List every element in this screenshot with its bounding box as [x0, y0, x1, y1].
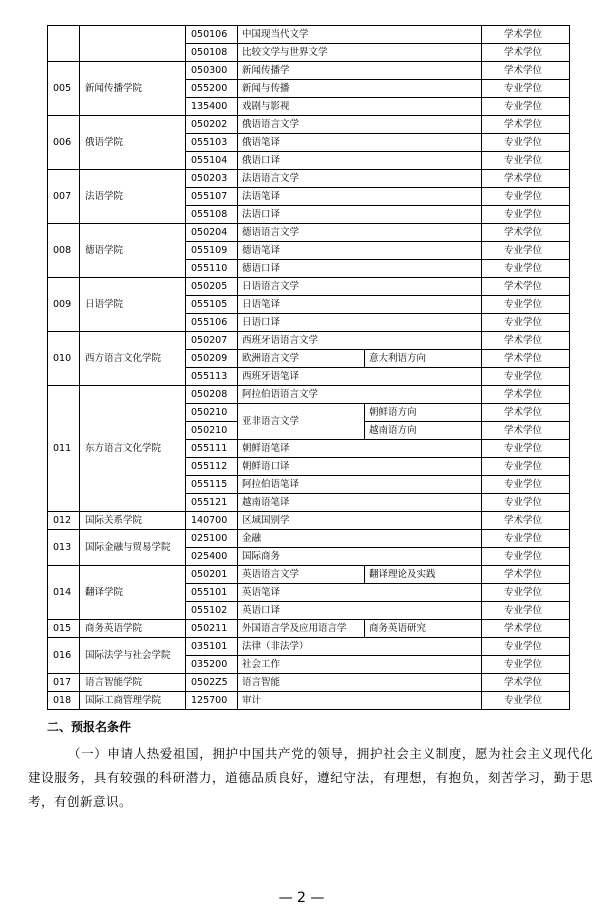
table-cell: 朝鲜语口译 — [238, 458, 482, 476]
table-cell: 009 — [48, 278, 80, 332]
page-number: — 2 — — [278, 890, 325, 906]
table-cell: 050108 — [186, 44, 238, 62]
table-cell: 中国现当代文学 — [238, 26, 482, 44]
table-cell: 055102 — [186, 602, 238, 620]
table-cell: 005 — [48, 62, 80, 116]
table-cell: 专业学位 — [482, 80, 570, 98]
section-paragraph: （一）申请人热爱祖国，拥护中国共产党的领导，拥护社会主义制度，愿为社会主义现代化建设服务，具有较强的科研潜力，道德品质良好，遵纪守法，有理想，有抱负，刻苦学习，勤于思考，有创新意识。 — [28, 746, 593, 809]
table-cell: 专业学位 — [482, 692, 570, 710]
table-cell: 050106 — [186, 26, 238, 44]
table-row — [48, 278, 570, 296]
table-cell: 050205 — [186, 278, 238, 296]
table-cell: 新闻与传播 — [238, 80, 482, 98]
table-cell: 055200 — [186, 80, 238, 98]
table-cell: 越南语笔译 — [238, 494, 482, 512]
table-cell: 055106 — [186, 314, 238, 332]
table-cell: 德语口译 — [238, 260, 482, 278]
table-cell: 法律（非法学） — [238, 638, 482, 656]
table-cell: 德语笔译 — [238, 242, 482, 260]
table-cell: 专业学位 — [482, 242, 570, 260]
table-cell: 俄语语言文学 — [238, 116, 482, 134]
table-cell: 英语笔译 — [238, 584, 482, 602]
table-cell: 外国语言学及应用语言学 — [238, 620, 365, 638]
table-cell: 意大利语方向 — [365, 350, 482, 368]
table-cell: 专业学位 — [482, 98, 570, 116]
table-cell: 050207 — [186, 332, 238, 350]
table-row — [48, 692, 570, 710]
table-cell: 125700 — [186, 692, 238, 710]
table-cell: 专业学位 — [482, 296, 570, 314]
table-cell: 法语学院 — [80, 170, 186, 224]
table-cell: 语言智能学院 — [80, 674, 186, 692]
table-row — [48, 62, 570, 80]
table-cell: 055103 — [186, 134, 238, 152]
table-row — [48, 512, 570, 530]
table-cell: 006 — [48, 116, 80, 170]
table-cell: 国际商务 — [238, 548, 482, 566]
table-cell: 050201 — [186, 566, 238, 584]
table-cell: 朝鲜语笔译 — [238, 440, 482, 458]
table-cell: 专业学位 — [482, 458, 570, 476]
table-cell: 008 — [48, 224, 80, 278]
table-cell: 专业学位 — [482, 638, 570, 656]
table-cell: 越南语方向 — [365, 422, 482, 440]
table-cell: 学术学位 — [482, 44, 570, 62]
table-cell: 011 — [48, 386, 80, 512]
table-cell: 055111 — [186, 440, 238, 458]
table-row — [48, 224, 570, 242]
table-cell: 学术学位 — [482, 170, 570, 188]
table-cell: 012 — [48, 512, 80, 530]
table-row — [48, 530, 570, 548]
table-cell: 专业学位 — [482, 188, 570, 206]
table-row — [48, 620, 570, 638]
table-cell: 013 — [48, 530, 80, 566]
table-cell: 学术学位 — [482, 116, 570, 134]
table-cell: 俄语笔译 — [238, 134, 482, 152]
table-cell: 035200 — [186, 656, 238, 674]
table-cell: 014 — [48, 566, 80, 620]
table-cell: 学术学位 — [482, 620, 570, 638]
table-cell: 015 — [48, 620, 80, 638]
table-row — [48, 332, 570, 350]
table-cell: 050202 — [186, 116, 238, 134]
table-cell: 055121 — [186, 494, 238, 512]
table-cell: 商务英语学院 — [80, 620, 186, 638]
table-row — [48, 386, 570, 404]
table-cell: 国际金融与贸易学院 — [80, 530, 186, 566]
table-cell: 国际关系学院 — [80, 512, 186, 530]
table-cell: 学术学位 — [482, 224, 570, 242]
table-cell: 学术学位 — [482, 332, 570, 350]
table-row — [48, 26, 570, 44]
table-row — [48, 566, 570, 584]
table-cell: 055101 — [186, 584, 238, 602]
table-cell: 学术学位 — [482, 26, 570, 44]
table-cell: 学术学位 — [482, 674, 570, 692]
table-cell: 学术学位 — [482, 422, 570, 440]
table-cell: 055105 — [186, 296, 238, 314]
table-cell: 翻译学院 — [80, 566, 186, 620]
table-cell: 016 — [48, 638, 80, 674]
table-cell: 025400 — [186, 548, 238, 566]
table-cell: 欧洲语言文学 — [238, 350, 365, 368]
table-cell: 翻译理论及实践 — [365, 566, 482, 584]
table-cell: 新闻传播学 — [238, 62, 482, 80]
table-cell: 055112 — [186, 458, 238, 476]
table-cell: 比较文学与世界文学 — [238, 44, 482, 62]
table-cell: 德语学院 — [80, 224, 186, 278]
table-cell: 东方语言文化学院 — [80, 386, 186, 512]
table-cell: 德语语言文学 — [238, 224, 482, 242]
table-cell — [80, 26, 186, 62]
table-cell: 区域国别学 — [238, 512, 482, 530]
table-cell — [48, 26, 80, 62]
table-cell: 专业学位 — [482, 206, 570, 224]
table-cell: 050208 — [186, 386, 238, 404]
table-cell: 专业学位 — [482, 530, 570, 548]
table-cell: 日语语言文学 — [238, 278, 482, 296]
table-cell: 专业学位 — [482, 476, 570, 494]
table-cell: 英语语言文学 — [238, 566, 365, 584]
table-row — [48, 638, 570, 656]
table-cell: 学术学位 — [482, 566, 570, 584]
table-cell: 学术学位 — [482, 278, 570, 296]
table-cell: 法语口译 — [238, 206, 482, 224]
table-cell: 0502Z5 — [186, 674, 238, 692]
table-cell: 学术学位 — [482, 386, 570, 404]
table-cell: 学术学位 — [482, 350, 570, 368]
table-cell: 050209 — [186, 350, 238, 368]
table-cell: 朝鲜语方向 — [365, 404, 482, 422]
table-cell: 西班牙语笔译 — [238, 368, 482, 386]
table-cell: 西班牙语语言文学 — [238, 332, 482, 350]
table-cell: 050211 — [186, 620, 238, 638]
table-cell: 日语笔译 — [238, 296, 482, 314]
table-cell: 国际工商管理学院 — [80, 692, 186, 710]
table-cell: 018 — [48, 692, 80, 710]
table-cell: 国际法学与社会学院 — [80, 638, 186, 674]
table-cell: 戏剧与影视 — [238, 98, 482, 116]
table-cell: 西方语言文化学院 — [80, 332, 186, 386]
table-cell: 017 — [48, 674, 80, 692]
table-cell: 055109 — [186, 242, 238, 260]
table-cell: 专业学位 — [482, 656, 570, 674]
table-cell: 055115 — [186, 476, 238, 494]
table-cell: 俄语学院 — [80, 116, 186, 170]
table-cell: 学术学位 — [482, 62, 570, 80]
table-cell: 050203 — [186, 170, 238, 188]
section-heading: 二、预报名条件 — [47, 720, 132, 734]
table-cell: 010 — [48, 332, 80, 386]
table-cell: 专业学位 — [482, 548, 570, 566]
table-cell: 050204 — [186, 224, 238, 242]
table-row — [48, 674, 570, 692]
table-cell: 专业学位 — [482, 602, 570, 620]
table-cell: 学术学位 — [482, 404, 570, 422]
table-cell: 135400 — [186, 98, 238, 116]
table-cell: 050210 — [186, 422, 238, 440]
table-cell: 055107 — [186, 188, 238, 206]
table-cell: 语言智能 — [238, 674, 482, 692]
table-cell: 阿拉伯语语言文学 — [238, 386, 482, 404]
table-cell: 阿拉伯语笔译 — [238, 476, 482, 494]
table-cell: 专业学位 — [482, 368, 570, 386]
program-table-body — [48, 26, 570, 710]
table-cell: 金融 — [238, 530, 482, 548]
table-cell: 日语口译 — [238, 314, 482, 332]
table-cell: 新闻传播学院 — [80, 62, 186, 116]
table-cell: 025100 — [186, 530, 238, 548]
table-cell: 社会工作 — [238, 656, 482, 674]
table-cell: 050210 — [186, 404, 238, 422]
table-cell: 055113 — [186, 368, 238, 386]
table-cell: 专业学位 — [482, 134, 570, 152]
table-cell: 法语语言文学 — [238, 170, 482, 188]
table-cell: 俄语口译 — [238, 152, 482, 170]
table-cell: 审计 — [238, 692, 482, 710]
table-cell: 日语学院 — [80, 278, 186, 332]
table-cell: 亚非语言文学 — [238, 404, 365, 440]
program-table — [47, 25, 570, 710]
table-cell: 法语笔译 — [238, 188, 482, 206]
table-cell: 055108 — [186, 206, 238, 224]
table-cell: 055110 — [186, 260, 238, 278]
table-cell: 英语口译 — [238, 602, 482, 620]
table-cell: 055104 — [186, 152, 238, 170]
table-cell: 专业学位 — [482, 260, 570, 278]
table-cell: 050300 — [186, 62, 238, 80]
table-cell: 140700 — [186, 512, 238, 530]
table-cell: 专业学位 — [482, 440, 570, 458]
table-cell: 专业学位 — [482, 494, 570, 512]
table-row — [48, 116, 570, 134]
table-cell: 专业学位 — [482, 314, 570, 332]
table-cell: 007 — [48, 170, 80, 224]
table-cell: 专业学位 — [482, 584, 570, 602]
table-row — [48, 170, 570, 188]
table-cell: 学术学位 — [482, 512, 570, 530]
table-cell: 商务英语研究 — [365, 620, 482, 638]
table-cell: 专业学位 — [482, 152, 570, 170]
table-cell: 035101 — [186, 638, 238, 656]
